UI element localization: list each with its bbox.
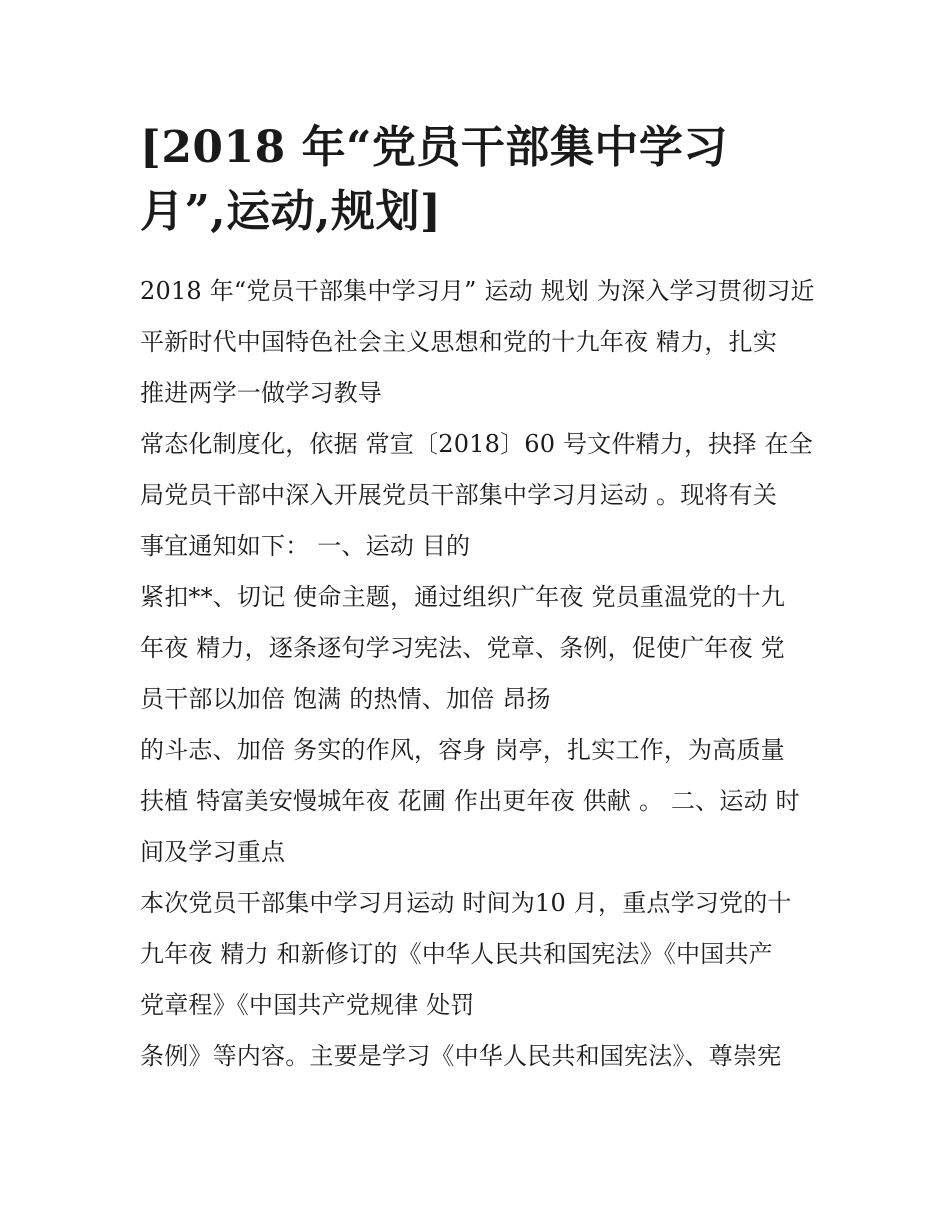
document-body xyxy=(140,266,820,1082)
body-line: 2018 年“党员干部集中学习月” 运动 规划 为深入学习贯彻习近 xyxy=(140,277,815,305)
body-line: 间及学习重点 xyxy=(140,838,286,866)
body-line: 的斗志、加倍 务实的作风，容身 岗亭，扎实工作，为高质量 xyxy=(140,736,785,764)
body-line: 紧扣**、切记 使命主题，通过组织广年夜 党员重温党的十九 xyxy=(140,583,786,611)
body-line: 事宜通知如下： 一、运动 目的 xyxy=(140,532,471,560)
body-line: 局党员干部中深入开展党员干部集中学习月运动 。现将有关 xyxy=(140,481,778,509)
body-line: 党章程》《中国共产党规律 处罚 xyxy=(140,991,475,1019)
body-line: 扶植 特富美安慢城年夜 花圃 作出更年夜 供献 。 二、运动 时 xyxy=(140,787,800,815)
body-line: 平新时代中国特色社会主义思想和党的十九年夜 精力，扎实 xyxy=(140,328,778,356)
document-title xyxy=(140,116,820,244)
body-line: 推进两学一做学习教导 xyxy=(140,379,382,407)
title-line: 月”,运动,规划] xyxy=(140,186,442,237)
body-line: 本次党员干部集中学习月运动 时间为10 月，重点学习党的十 xyxy=(140,889,792,917)
body-line: 常态化制度化，依据 常宣〔2018〕60 号文件精力，抉择 在全 xyxy=(140,430,813,458)
body-line: 员干部以加倍 饱满 的热情、加倍 昂扬 xyxy=(140,685,551,713)
document-content xyxy=(140,116,820,1082)
title-line: [2018 年“党员干部集中学习 xyxy=(140,122,728,173)
body-line: 九年夜 精力 和新修订的《中华人民共和国宪法》《中国共产 xyxy=(140,940,773,968)
body-line: 年夜 精力，逐条逐句学习宪法、党章、条例，促使广年夜 党 xyxy=(140,634,785,662)
body-line: 条例》等内容。主要是学习《中华人民共和国宪法》、尊崇宪 xyxy=(140,1042,782,1070)
